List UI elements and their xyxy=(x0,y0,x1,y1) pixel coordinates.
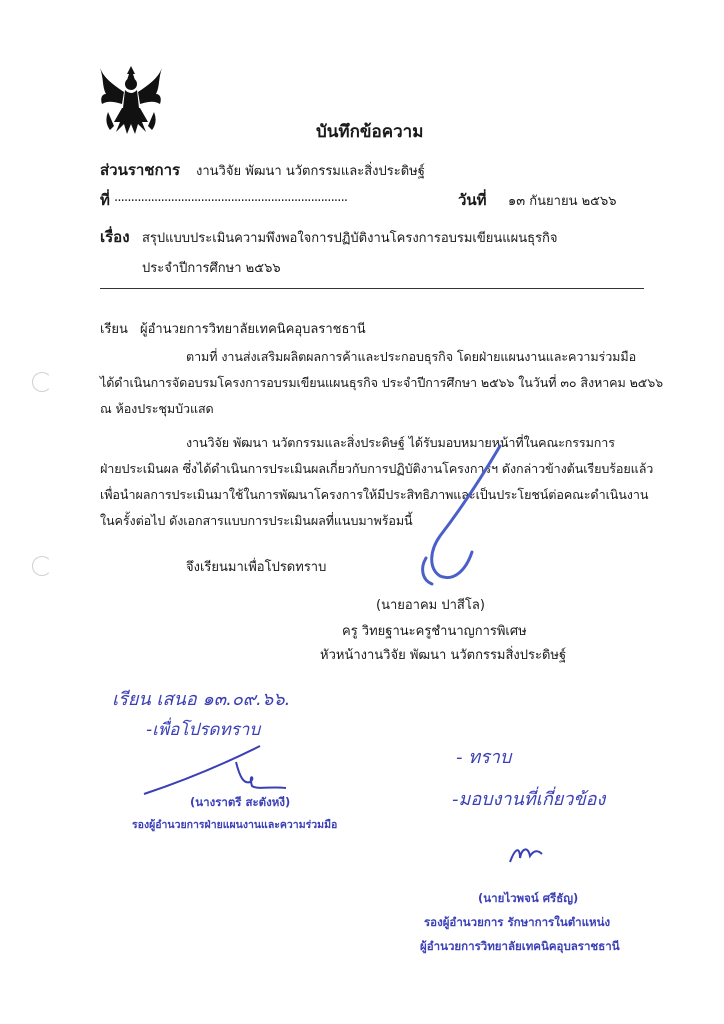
right-note-line-2: -มอบงานที่เกี่ยวข้อง xyxy=(452,789,606,810)
signer-signature-icon xyxy=(400,440,600,600)
signer-position-2: หัวหน้างานวิจัย พัฒนา นวัตกรรมสิ่งประดิษฐ์ xyxy=(320,648,567,663)
punch-hole-top xyxy=(32,372,52,392)
closing-text: จึงเรียนมาเพื่อโปรดทราบ xyxy=(186,560,327,575)
left-note-line-2: -เพื่อโปรดทราบ xyxy=(146,720,261,740)
paragraph-1-line-1: ตามที่ งานส่งเสริมผลิตผลการค้าและประกอบธุรกิจ โดยฝ่ายแผนงานและความร่วมมือ xyxy=(186,349,637,364)
signer-position-1: ครู วิทยฐานะครูชำนาญการพิเศษ xyxy=(342,624,527,639)
left-signature-icon xyxy=(140,742,290,802)
garuda-emblem-icon xyxy=(98,64,164,138)
agency-value: งานวิจัย พัฒนา นวัตกรรมและสิ่งประดิษฐ์ xyxy=(196,164,425,179)
subject-line-1: สรุปแบบประเมินความพึงพอใจการปฏิบัติงานโครงการอบรมเขียนแผนธุรกิจ xyxy=(142,231,558,246)
salutation-value: ผู้อำนวยการวิทยาลัยเทคนิคอุบลราชธานี xyxy=(140,322,366,337)
page-title: บันทึกข้อความ xyxy=(316,122,424,142)
left-stamp-position: รองผู้อำนวยการฝ่ายแผนงานและความร่วมมือ xyxy=(132,819,338,831)
paragraph-1-line-3: ณ ห้องประชุมบัวแสด xyxy=(100,401,214,416)
right-stamp-name: (นายไวพจน์ ศรีธัญ) xyxy=(478,891,579,905)
date-value: ๑๓ กันยายน ๒๕๖๖ xyxy=(508,194,617,209)
right-stamp-position-1: รองผู้อำนวยการ รักษาการในตำแหน่ง xyxy=(424,915,611,929)
subject-line-2: ประจำปีการศึกษา ๒๕๖๖ xyxy=(142,261,281,276)
ref-dots: ...................................................................... xyxy=(114,190,348,205)
salutation-label: เรียน xyxy=(100,322,128,337)
left-note-line-1: เรียน เสนอ ๑๓.๐๙.๖๖. xyxy=(112,689,291,710)
right-note-line-1: - ทราบ xyxy=(456,747,512,768)
left-stamp-name: (นางราตรี สะตังหงี) xyxy=(190,795,291,809)
paragraph-2-line-2: ฝ่ายประเมินผล ซึ่งได้ดำเนินการประเมินผลเกี่ยวกับการปฏิบัติงานโครงการฯ ดังกล่าวข้างต้นเรียบร้อยแล้ว xyxy=(100,461,654,476)
subject-label: เรื่อง xyxy=(100,228,130,246)
agency-label: ส่วนราชการ xyxy=(100,161,181,179)
ref-label: ที่ xyxy=(100,191,110,209)
right-stamp-position-2: ผู้อำนวยการวิทยาลัยเทคนิคอุบลราชธานี xyxy=(420,939,620,953)
signer-name: (นายอาคม ปาสีโล) xyxy=(376,598,485,613)
paragraph-2-line-1: งานวิจัย พัฒนา นวัตกรรมและสิ่งประดิษฐ์ ได้รับมอบหมายหน้าที่ในคณะกรรมการ xyxy=(186,435,615,450)
paragraph-2-line-3: เพื่อนำผลการประเมินมาใช้ในการพัฒนาโครงการให้มีประสิทธิภาพและเป็นประโยชน์ต่อคณะดำเนินงาน xyxy=(100,487,649,502)
header-divider xyxy=(100,288,644,289)
punch-hole-bottom xyxy=(32,556,52,576)
right-signature-icon xyxy=(506,842,546,868)
paragraph-1-line-2: ได้ดำเนินการจัดอบรมโครงการอบรมเขียนแผนธุรกิจ ประจำปีการศึกษา ๒๕๖๖ ในวันที่ ๓๐ สิงหาคม ๒๕๖๖ xyxy=(100,375,664,390)
paragraph-2-line-4: ในครั้งต่อไป ดังเอกสารแบบการประเมินผลที่แนบมาพร้อมนี้ xyxy=(100,513,413,528)
date-label: วันที่ xyxy=(458,191,487,209)
